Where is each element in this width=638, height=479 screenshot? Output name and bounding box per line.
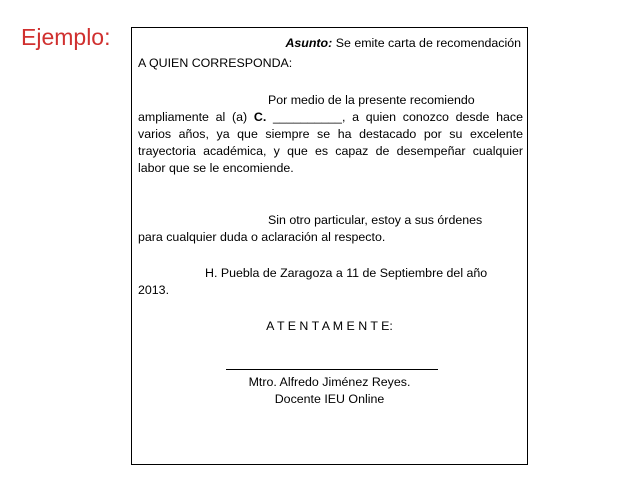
subject-line	[285, 35, 521, 52]
signer-title: Docente IEU Online	[274, 392, 385, 406]
paragraph1-rest: __________, a quien conozco desde hace varios años, ya que siempre se ha destacado por su excelente trayectoria académica, y que es capaz de desempeñar cualquier labor que se le encomiende.	[138, 110, 523, 175]
closing-text: A T E N T A M E N T E:	[266, 319, 393, 333]
paragraph2-second-line: para cualquier duda o aclaración al respecto.	[138, 230, 386, 244]
signer-title-wrap	[132, 391, 527, 408]
signer-name-wrap	[132, 374, 527, 391]
subject-label: Asunto:	[285, 36, 333, 50]
paragraph1-c: C.	[253, 110, 267, 124]
closing	[132, 318, 527, 335]
place-date-line1: H. Puebla de Zaragoza a 11 de Septiembre del año	[205, 266, 488, 280]
subject-text: Se emite carta de recomendación	[335, 36, 521, 50]
example-heading: Ejemplo:	[21, 24, 111, 50]
signer-name: Mtro. Alfredo Jiménez Reyes.	[248, 375, 411, 389]
letter-frame	[131, 27, 528, 465]
paragraph2-first-line: Sin otro particular, estoy a sus órdenes	[268, 213, 483, 227]
signature-line	[226, 369, 438, 370]
place-date-line2: 2013.	[138, 283, 170, 297]
salutation: A QUIEN CORRESPONDA:	[138, 56, 293, 70]
paragraph1-pre: ampliamente al (a)	[138, 110, 254, 124]
paragraph1-body	[138, 109, 523, 177]
paragraph1-first-line: Por medio de la presente recomiendo	[268, 93, 475, 107]
